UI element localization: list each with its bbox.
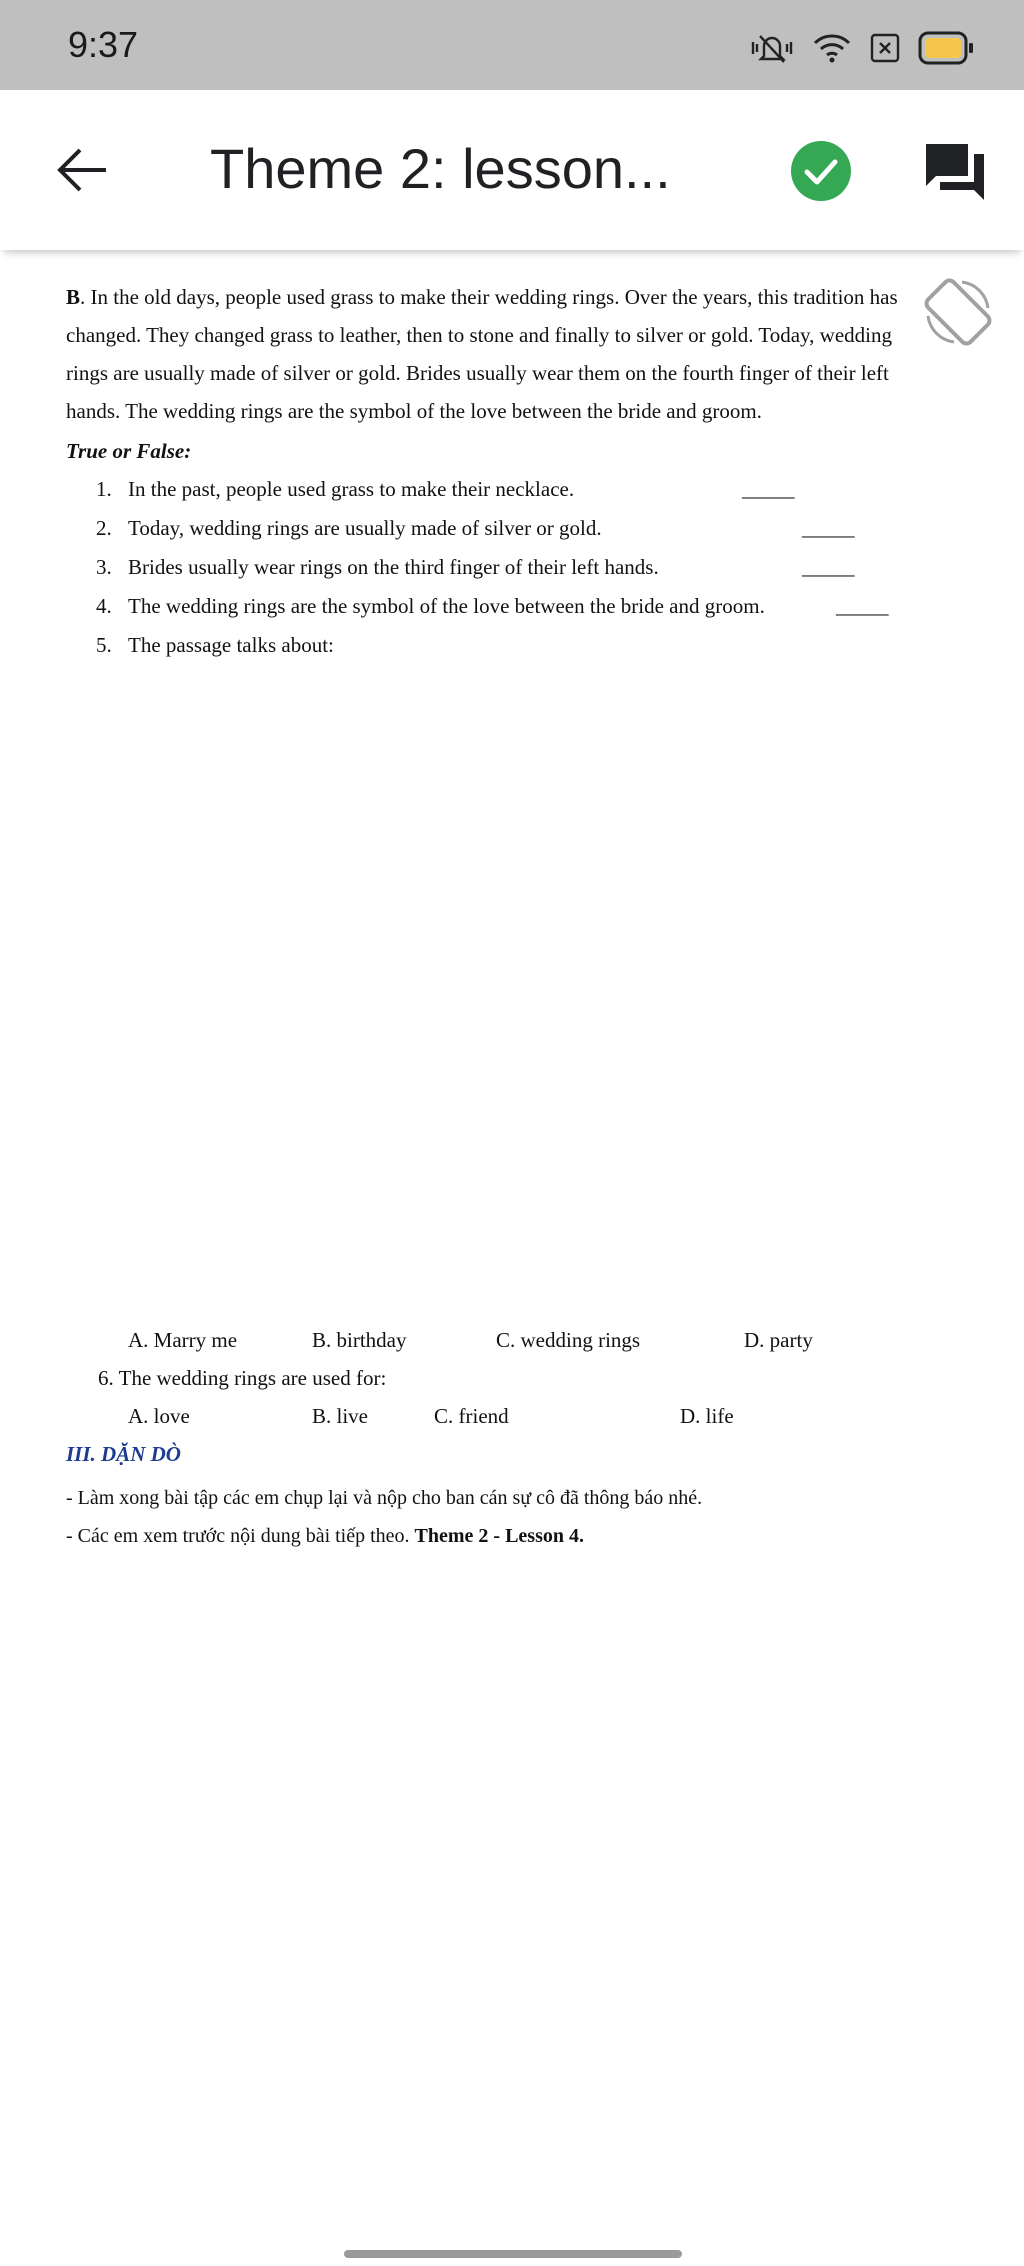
passage-label: B (66, 285, 81, 309)
page-title: Theme 2: lesson... (210, 137, 671, 200)
status-icons (750, 28, 974, 68)
statement-text: Today, wedding rings are usually made of silver or gold. (128, 516, 602, 540)
document-page (66, 278, 966, 1555)
option-a: A. love (128, 1404, 190, 1428)
home-indicator[interactable] (344, 2250, 682, 2258)
statement-list (66, 470, 966, 665)
answer-blank: _____ (802, 516, 855, 540)
option-d: D. life (680, 1404, 734, 1428)
note-2-text: - Các em xem trước nội dung bài tiếp theo. (66, 1525, 415, 1547)
blank-space (66, 665, 966, 1321)
statement-text: Brides usually wear rings on the third finger of their left hands. (128, 555, 659, 579)
option-d: D. party (744, 1328, 813, 1352)
note-2 (66, 1517, 966, 1555)
passage-line-2: changed. They changed grass to leather, then to stone and finally to silver or gold. Today, wedding (66, 323, 893, 347)
passage-paragraph (66, 278, 966, 316)
question-6: 6. The wedding rings are used for: (98, 1366, 387, 1390)
passage-line-3: rings are usually made of silver or gold. Brides usually wear them on the fourth finger of their left (66, 361, 889, 385)
arrow-back-icon[interactable] (52, 140, 112, 200)
answer-blank: _____ (802, 555, 855, 579)
statement-number: 1. (96, 477, 112, 501)
note-1: - Làm xong bài tập các em chụp lại và nộp cho ban cán sự cô đã thông báo nhé. (66, 1487, 703, 1509)
app-bar (0, 90, 1024, 250)
screen-capture-icon (870, 33, 900, 63)
option-a: A. Marry me (128, 1328, 238, 1352)
status-bar (0, 0, 1024, 90)
list-item (66, 470, 966, 509)
passage-line-4: hands. The wedding rings are the symbol of the love between the bride and groom. (66, 399, 762, 423)
vibrate-off-icon (750, 30, 794, 66)
wifi-icon (812, 31, 852, 65)
battery-icon (918, 31, 974, 65)
statement-number: 3. (96, 555, 112, 579)
statement-text: The passage talks about: (128, 633, 334, 657)
answer-blank: _____ (836, 594, 889, 618)
statement-number: 5. (96, 633, 112, 657)
option-c: C. wedding rings (496, 1328, 641, 1352)
answer-blank: _____ (742, 477, 795, 501)
next-lesson: Theme 2 - Lesson 4. (414, 1525, 584, 1547)
statement-number: 2. (96, 516, 112, 540)
list-item (66, 548, 966, 587)
status-time: 9:37 (68, 24, 139, 65)
statement-text: In the past, people used grass to make their necklace. (128, 477, 575, 501)
section-heading: III. DẶN DÒ (66, 1442, 181, 1466)
option-b: B. birthday (312, 1328, 407, 1352)
true-false-heading: True or False: (66, 439, 192, 463)
option-c: C. friend (434, 1404, 509, 1428)
q5-options (66, 1321, 966, 1359)
list-item (66, 587, 966, 626)
option-b: B. live (312, 1404, 368, 1428)
comment-icon[interactable] (922, 138, 988, 204)
list-item (66, 626, 966, 665)
passage-line-1: . In the old days, people used grass to make their wedding rings. Over the years, this tradition has (80, 285, 898, 309)
q6-options (66, 1397, 966, 1435)
statement-text: The wedding rings are the symbol of the love between the bride and groom. (128, 594, 765, 618)
check-circle-icon[interactable] (790, 140, 852, 202)
list-item (66, 509, 966, 548)
statement-number: 4. (96, 594, 112, 618)
